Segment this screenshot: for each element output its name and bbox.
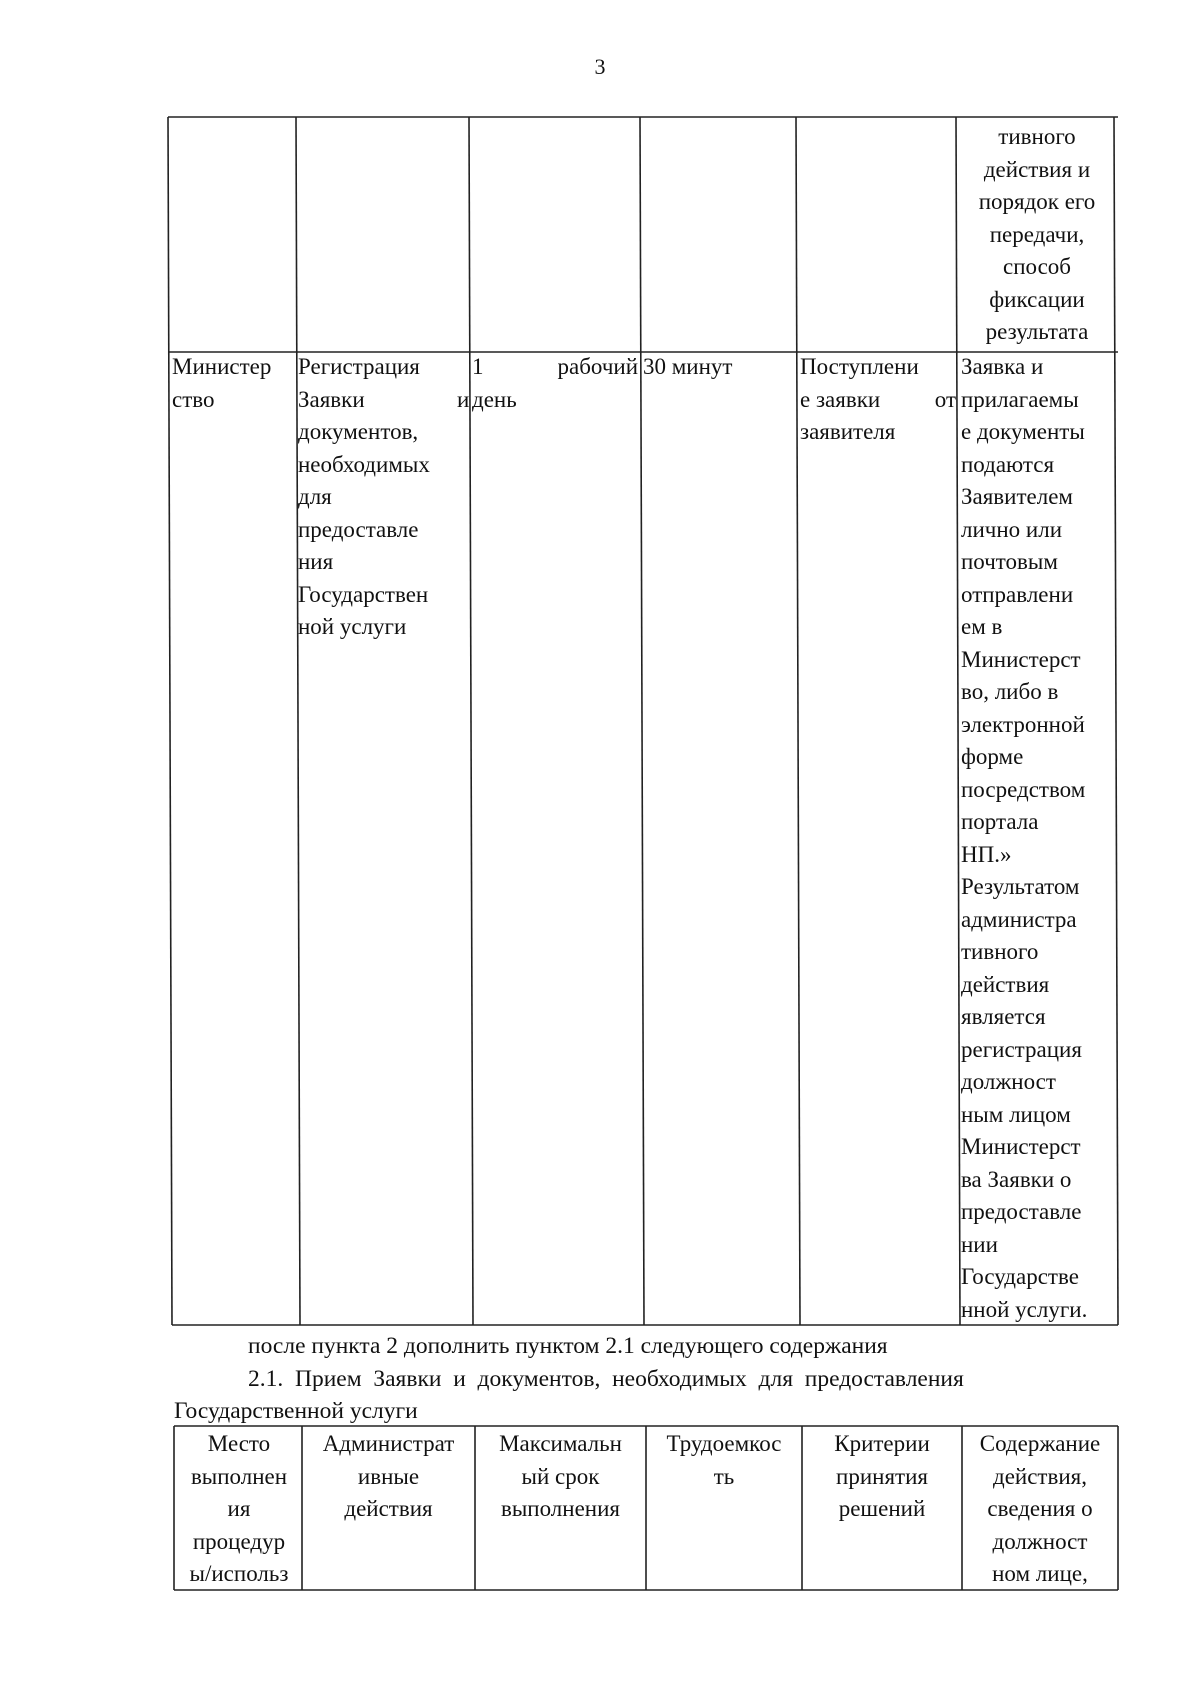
table1-col2-text: Заявки документов, необходимых для предоставле ния Государствен ной услуги xyxy=(298,386,430,639)
table1-col3-line2: день xyxy=(472,386,517,412)
table2-header-6: Содержание действия, сведения о должност ном лице, xyxy=(979,1431,1101,1586)
table2-header-4: Трудоемкос ть xyxy=(666,1431,782,1489)
table1-col1: Министер ство xyxy=(172,354,272,412)
paragraph-insert-note: после пункта 2 дополнить пунктом 2.1 следующего содержания xyxy=(248,1333,888,1359)
table1-col5-line1: Поступлени xyxy=(800,354,919,379)
page-number: 3 xyxy=(594,54,606,79)
table1-col2-line1: Регистрация xyxy=(298,354,420,379)
table1-col3-line1: рабочий xyxy=(557,354,638,379)
table2-header-2: Администрат ивные действия xyxy=(322,1431,455,1521)
paragraph-heading-line1: 2.1. Прием Заявки и документов, необходимых для предоставления xyxy=(248,1366,964,1392)
table2-header-3: Максимальн ый срок выполнения xyxy=(499,1431,622,1521)
table1-col5-line2a: е заявки xyxy=(800,386,881,412)
table1-col6: Заявка и прилагаемы е документы подаются Заявителем лично или почтовым отправлени ем в Министерст во, либо в электронной форме посредством портала НП.» Результатом администра тивного действия является регистрация должност ным лицом Министерст ва Заявки о предоставле нии Государстве нной услуги. xyxy=(961,354,1088,1322)
table2-header-5: Критерии принятия решений xyxy=(834,1431,930,1521)
paragraph-heading-line2: Государственной услуги xyxy=(174,1398,418,1424)
table1-col2-conjunction: и xyxy=(457,386,470,412)
table1-col3-number: 1 xyxy=(472,354,484,379)
table1-row1-col6: тивного действия и порядок его передачи, способ фиксации результата xyxy=(978,124,1096,344)
table1-col4: 30 минут xyxy=(643,354,733,379)
table1-col5-line3: заявителя xyxy=(800,419,896,444)
table1-col5-line2b: от xyxy=(934,386,956,412)
table2-header-1: Место выполнен ия процедур ы/использ xyxy=(189,1431,289,1586)
